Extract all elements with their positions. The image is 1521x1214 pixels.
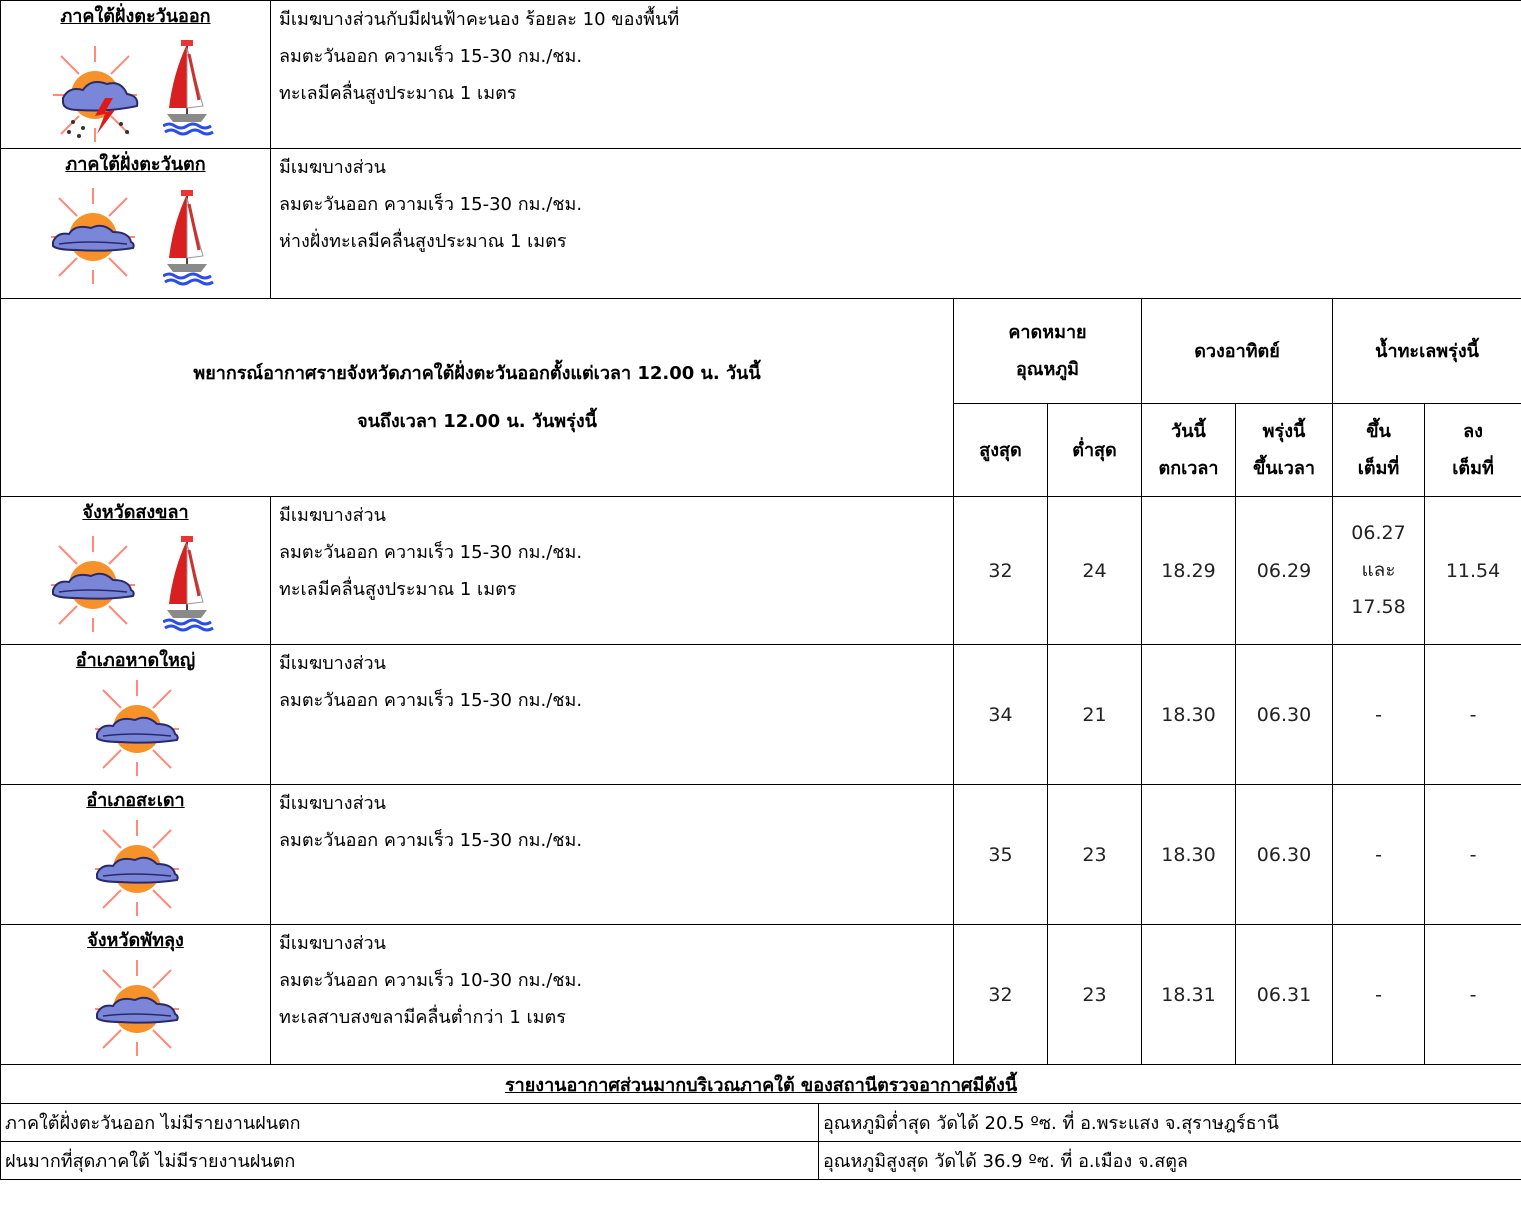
province-name: จังหวัดสงขลา bbox=[82, 502, 189, 523]
high-tide-text: 06.27 bbox=[1351, 522, 1406, 544]
province-cell bbox=[1, 785, 271, 925]
partly-cloudy-icon bbox=[47, 530, 139, 636]
province-icons bbox=[1, 814, 270, 914]
province-cell bbox=[1, 497, 271, 645]
province-description bbox=[271, 645, 954, 785]
header-text: ตกเวลา bbox=[1158, 458, 1219, 479]
sunset-time: 18.30 bbox=[1142, 645, 1236, 785]
min-temp: 21 bbox=[1048, 645, 1142, 785]
region-description bbox=[271, 1, 1521, 149]
high-tide: - bbox=[1333, 645, 1425, 785]
description-line: ห่างฝั่งทะเลมีคลื่นสูงประมาณ 1 เมตร bbox=[279, 231, 567, 252]
sunset-header bbox=[1142, 404, 1236, 497]
max-temp: 32 bbox=[954, 497, 1048, 645]
partly-cloudy-icon bbox=[91, 814, 183, 920]
description-line: ลมตะวันออก ความเร็ว 15-30 กม./ชม. bbox=[279, 194, 583, 215]
report-temperature: อุณหภูมิต่ำสุด วัดได้ 20.5 ºซ. ที่ อ.พระแสง จ.สุราษฎร์ธานี bbox=[819, 1104, 1521, 1142]
description-line: ลมตะวันออก ความเร็ว 15-30 กม./ชม. bbox=[279, 542, 583, 563]
thunderstorm-sun-icon bbox=[49, 40, 141, 144]
min-temp: 23 bbox=[1048, 925, 1142, 1065]
header-text: ขึ้นเวลา bbox=[1252, 458, 1315, 479]
province-icons bbox=[1, 674, 270, 774]
sunrise-header bbox=[1236, 404, 1333, 497]
description-line: มีเมฆบางส่วนกับมีฝนฟ้าคะนอง ร้อยละ 10 ของพื้นที่ bbox=[279, 9, 680, 30]
sailboat-icon bbox=[163, 184, 215, 288]
tide-group-header: น้ำทะเลพรุ่งนี้ bbox=[1333, 299, 1521, 404]
sunset-time: 18.31 bbox=[1142, 925, 1236, 1065]
high-tide bbox=[1333, 497, 1425, 645]
header-text: ลง bbox=[1463, 421, 1483, 442]
sailboat-icon bbox=[163, 530, 215, 634]
province-name: อำเภอหาดใหญ่ bbox=[75, 650, 196, 671]
sun-group-header: ดวงอาทิตย์ bbox=[1142, 299, 1333, 404]
province-description bbox=[271, 785, 954, 925]
region-cell bbox=[1, 1, 271, 149]
province-row bbox=[1, 925, 1521, 1065]
province-description bbox=[271, 497, 954, 645]
report-row bbox=[1, 1104, 1521, 1142]
province-cell bbox=[1, 645, 271, 785]
province-name: อำเภอสะเดา bbox=[86, 790, 185, 811]
high-tide: - bbox=[1333, 785, 1425, 925]
region-row bbox=[1, 1, 1521, 149]
forecast-title-line: พยากรณ์อากาศรายจังหวัดภาคใต้ฝั่งตะวันออกตั้งแต่เวลา 12.00 น. วันนี้ bbox=[193, 362, 761, 384]
min-temp: 23 bbox=[1048, 785, 1142, 925]
report-title-row bbox=[1, 1065, 1521, 1104]
min-temp-header: ต่ำสุด bbox=[1048, 404, 1142, 497]
max-temp: 34 bbox=[954, 645, 1048, 785]
low-tide: - bbox=[1425, 785, 1521, 925]
high-tide-text: 17.58 bbox=[1351, 596, 1406, 618]
low-tide: - bbox=[1425, 645, 1521, 785]
description-line: มีเมฆบางส่วน bbox=[279, 157, 386, 178]
description-line: ลมตะวันออก ความเร็ว 15-30 กม./ชม. bbox=[279, 830, 583, 851]
province-icons bbox=[1, 526, 270, 626]
max-temp: 32 bbox=[954, 925, 1048, 1065]
description-line: ทะเลสาบสงขลามีคลื่นต่ำกว่า 1 เมตร bbox=[279, 1007, 566, 1028]
description-line: มีเมฆบางส่วน bbox=[279, 933, 386, 954]
high-tide: - bbox=[1333, 925, 1425, 1065]
sunrise-time: 06.30 bbox=[1236, 785, 1333, 925]
report-rain: ภาคใต้ฝั่งตะวันออก ไม่มีรายงานฝนตก bbox=[1, 1104, 819, 1142]
sunset-time: 18.30 bbox=[1142, 785, 1236, 925]
partly-cloudy-icon bbox=[91, 954, 183, 1060]
header-text: เต็มที่ bbox=[1357, 458, 1400, 479]
sailboat-icon bbox=[163, 34, 215, 138]
region-cell bbox=[1, 149, 271, 299]
region-name: ภาคใต้ฝั่งตะวันออก bbox=[60, 6, 211, 27]
report-title: รายงานอากาศส่วนมากบริเวณภาคใต้ ของสถานีตรวจอากาศมีดังนี้ bbox=[1, 1065, 1521, 1104]
header-text: วันนี้ bbox=[1171, 421, 1206, 442]
sunset-time: 18.29 bbox=[1142, 497, 1236, 645]
province-name: จังหวัดพัทลุง bbox=[87, 930, 184, 951]
max-temp: 35 bbox=[954, 785, 1048, 925]
description-line: ลมตะวันออก ความเร็ว 15-30 กม./ชม. bbox=[279, 46, 583, 67]
region-row bbox=[1, 149, 1521, 299]
province-row bbox=[1, 645, 1521, 785]
low-tide: 11.54 bbox=[1425, 497, 1521, 645]
forecast-title-line: จนถึงเวลา 12.00 น. วันพรุ่งนี้ bbox=[357, 410, 597, 432]
low-tide-header bbox=[1425, 404, 1521, 497]
low-tide: - bbox=[1425, 925, 1521, 1065]
province-row bbox=[1, 785, 1521, 925]
header-text: คาดหมาย bbox=[1008, 322, 1087, 343]
sunrise-time: 06.30 bbox=[1236, 645, 1333, 785]
min-temp: 24 bbox=[1048, 497, 1142, 645]
header-text: ขึ้น bbox=[1366, 421, 1391, 442]
province-icons bbox=[1, 954, 270, 1054]
partly-cloudy-icon bbox=[47, 182, 139, 288]
forecast-title bbox=[1, 299, 954, 497]
description-line: มีเมฆบางส่วน bbox=[279, 653, 386, 674]
forecast-header-row bbox=[1, 299, 1521, 404]
sunrise-time: 06.29 bbox=[1236, 497, 1333, 645]
description-line: มีเมฆบางส่วน bbox=[279, 793, 386, 814]
region-icons bbox=[1, 178, 270, 278]
partly-cloudy-icon bbox=[91, 674, 183, 780]
report-temperature: อุณหภูมิสูงสุด วัดได้ 36.9 ºซ. ที่ อ.เมือง จ.สตูล bbox=[819, 1142, 1521, 1180]
high-tide-text: และ bbox=[1361, 559, 1396, 581]
report-row bbox=[1, 1142, 1521, 1180]
report-rain: ฝนมากที่สุดภาคใต้ ไม่มีรายงานฝนตก bbox=[1, 1142, 819, 1180]
province-description bbox=[271, 925, 954, 1065]
description-line: ทะเลมีคลื่นสูงประมาณ 1 เมตร bbox=[279, 579, 517, 600]
description-line: มีเมฆบางส่วน bbox=[279, 505, 386, 526]
temp-group-header bbox=[954, 299, 1142, 404]
region-description bbox=[271, 149, 1521, 299]
sunrise-time: 06.31 bbox=[1236, 925, 1333, 1065]
region-name: ภาคใต้ฝั่งตะวันตก bbox=[65, 154, 206, 175]
description-line: ลมตะวันออก ความเร็ว 15-30 กม./ชม. bbox=[279, 690, 583, 711]
region-icons bbox=[1, 30, 270, 130]
high-tide-header bbox=[1333, 404, 1425, 497]
header-text: พรุ่งนี้ bbox=[1262, 421, 1306, 442]
max-temp-header: สูงสุด bbox=[954, 404, 1048, 497]
province-row bbox=[1, 497, 1521, 645]
header-text: เต็มที่ bbox=[1452, 458, 1494, 479]
description-line: ลมตะวันออก ความเร็ว 10-30 กม./ชม. bbox=[279, 970, 583, 991]
description-line: ทะเลมีคลื่นสูงประมาณ 1 เมตร bbox=[279, 83, 517, 104]
province-cell bbox=[1, 925, 271, 1065]
header-text: อุณหภูมิ bbox=[1015, 359, 1080, 380]
